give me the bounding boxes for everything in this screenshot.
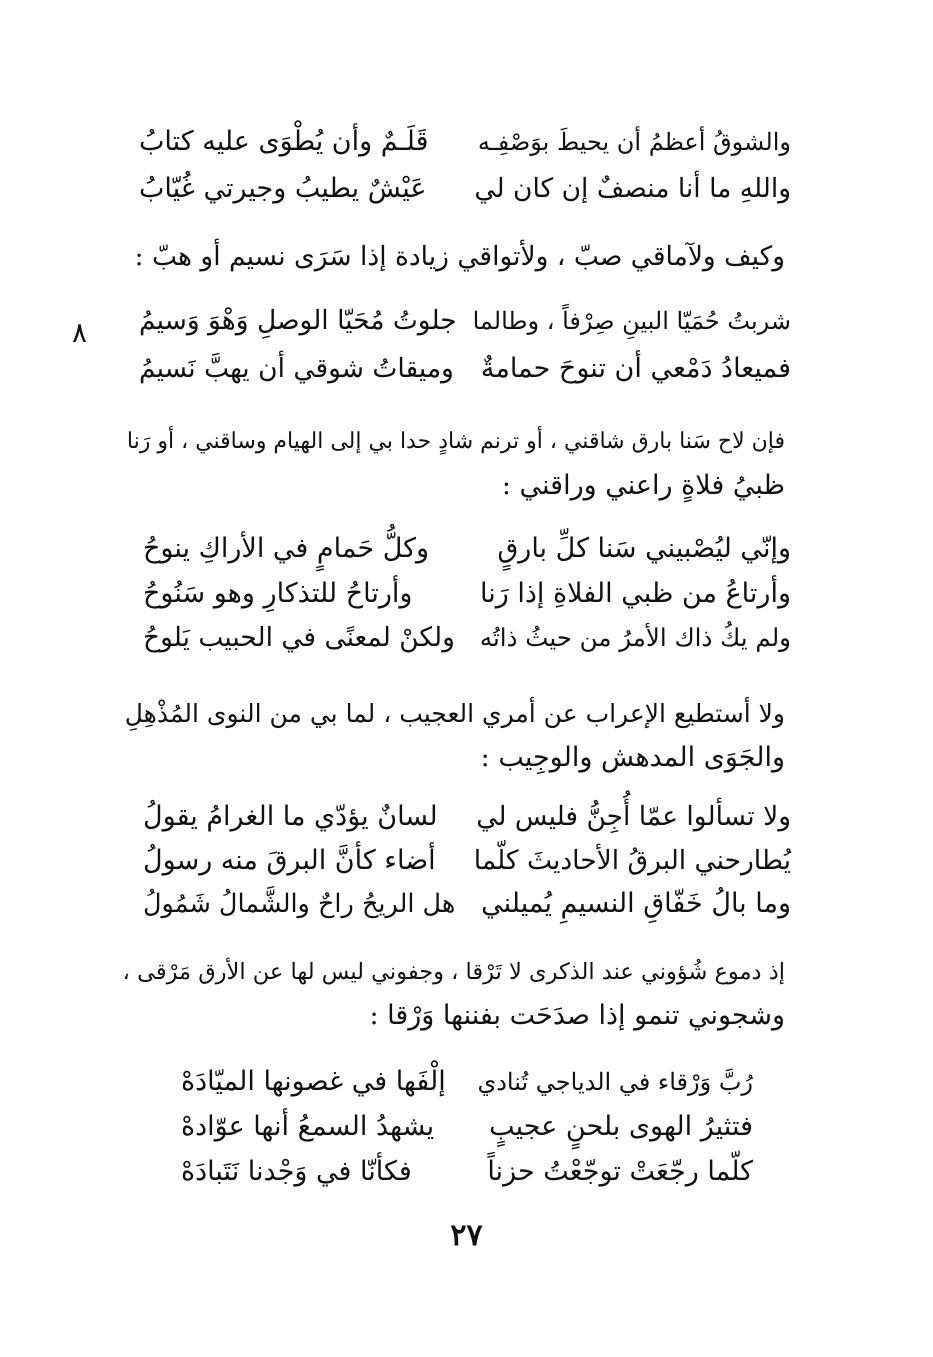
page-number: ٢٧ bbox=[450, 1218, 483, 1253]
verse-first-hemistich: والشوقُ أعظمُ أن يحيطَ بوَصْفِـه bbox=[477, 128, 791, 156]
verse-second-hemistich: يشهدُ السمعُ أنها عوّادهْ bbox=[181, 1111, 435, 1142]
verse-second-hemistich: جلوتُ مُحَيّا الوصلِ وَهْوَ وَسيمُ bbox=[139, 305, 457, 336]
verse-second-hemistich: وأرتاحُ للتذكارِ وهو سَنُوحُ bbox=[143, 578, 413, 609]
verse-first-hemistich: فتثيرُ الهوى بلحنٍ عجيبٍ bbox=[489, 1111, 753, 1142]
verse-first-hemistich: فميعادُ دَمْعي أن تنوحَ حمامةٌ bbox=[480, 353, 791, 384]
verse-second-hemistich: أضاء كأنَّ البرقَ منه رسولُ bbox=[143, 845, 436, 876]
verse-second-hemistich: ولكنْ لمعنًى في الحبيب يَلوحُ bbox=[143, 622, 455, 653]
verse-second-hemistich: هل الريحُ راحٌ والشَّمالُ شَمُولُ bbox=[143, 889, 456, 919]
verse-first-hemistich: شربتُ حُمَيّا البينِ صِرْفاً ، وطالما bbox=[472, 307, 791, 335]
prose-line: والجَوَى المدهش والوجِيب : bbox=[480, 742, 785, 773]
prose-paragraph bbox=[125, 235, 785, 279]
verse-first-hemistich: كلّما رجّعَتْ توجّعْتُ حزناً bbox=[487, 1156, 753, 1187]
prose-line: وشجوني تنمو إذا صدَحَت بفننها وَرْقا : bbox=[369, 1000, 785, 1031]
verse-second-hemistich: وكلُّ حَمامٍ في الأراكِ ينوحُ bbox=[143, 533, 430, 564]
prose-paragraph bbox=[113, 950, 785, 1038]
verse-first-hemistich: ولم يكُ ذاك الأمرُ من حيثُ ذاتُه bbox=[479, 623, 791, 652]
verse-line bbox=[139, 305, 791, 336]
verse-line bbox=[181, 1068, 753, 1095]
verse-line bbox=[143, 803, 791, 831]
prose-line: وكيف ولآماقي صبّ ، ولأتواقي زيادة إذا سَرَى نسيم أو هبّ : bbox=[134, 241, 785, 272]
prose-line: ولا أستطيع الإعراب عن أمري العجيب ، لما بي من النوى المُذْهِلِ bbox=[124, 699, 785, 728]
verse-second-hemistich: وميقاتُ شوقي أن يهبَّ نَسيمُ bbox=[139, 353, 454, 384]
prose-line: فإن لاح سَنا بارق شاقني ، أو ترنم شادٍ حدا بي إلى الهيام وساقني ، أو رَنا bbox=[126, 429, 785, 454]
verse-line bbox=[143, 890, 791, 918]
verse-second-hemistich: لسانٌ يؤدّي ما الغرامُ يقولُ bbox=[143, 801, 438, 832]
verse-line bbox=[181, 1158, 753, 1185]
prose-line: إذ دموع شُؤوني عند الذكرى لا تَرْقا ، وجفوني ليس لها عن الأرق مَرْقى ، bbox=[122, 959, 785, 985]
prose-line: ظبيُ فلاةٍ راعني وراقني : bbox=[501, 470, 785, 501]
verse-second-hemistich: عَيْشٌ يطيبُ وجيرتي غُيّابُ bbox=[139, 173, 427, 204]
verse-second-hemistich: فكأنّا في وَجْدنا نَتَبادَهْ bbox=[181, 1156, 412, 1187]
verse-first-hemistich: رُبَّ وَرْقاء في الدياجي تُنادي bbox=[477, 1068, 753, 1096]
verse-line bbox=[139, 355, 791, 383]
verse-first-hemistich: ولا تسألوا عمّا أُجِنُّ فليس لي bbox=[476, 801, 791, 832]
verse-line bbox=[143, 580, 791, 607]
verse-line bbox=[143, 622, 791, 653]
prose-paragraph bbox=[113, 420, 785, 508]
verse-first-hemistich: يُطارحني البرقُ الأحاديثَ كلّما bbox=[473, 845, 791, 876]
verse-line bbox=[139, 175, 791, 203]
verse-second-hemistich: قَلَـمٌ وأن يُطْوَى عليه كتابُ bbox=[139, 126, 429, 157]
verse-first-hemistich: وأرتاعُ من ظبي الفلاةِ إذا رَنا bbox=[480, 578, 791, 609]
verse-first-hemistich: وإنّي ليُصْبيني سَنا كلِّ بارقٍ bbox=[497, 533, 791, 564]
verse-first-hemistich: وما بالُ خَفّاقِ النسيمِ يُميلني bbox=[481, 888, 791, 919]
prose-paragraph bbox=[113, 692, 785, 780]
verse-line bbox=[143, 535, 791, 562]
verse-line bbox=[139, 128, 791, 155]
verse-line bbox=[181, 1113, 753, 1140]
verse-second-hemistich: إلْفَها في غصونها الميّادَهْ bbox=[181, 1066, 446, 1097]
verse-line bbox=[143, 847, 791, 875]
verse-first-hemistich: واللهِ ما أنا منصفٌ إن كان لي bbox=[474, 173, 791, 204]
margin-number: ٨ bbox=[72, 316, 88, 349]
